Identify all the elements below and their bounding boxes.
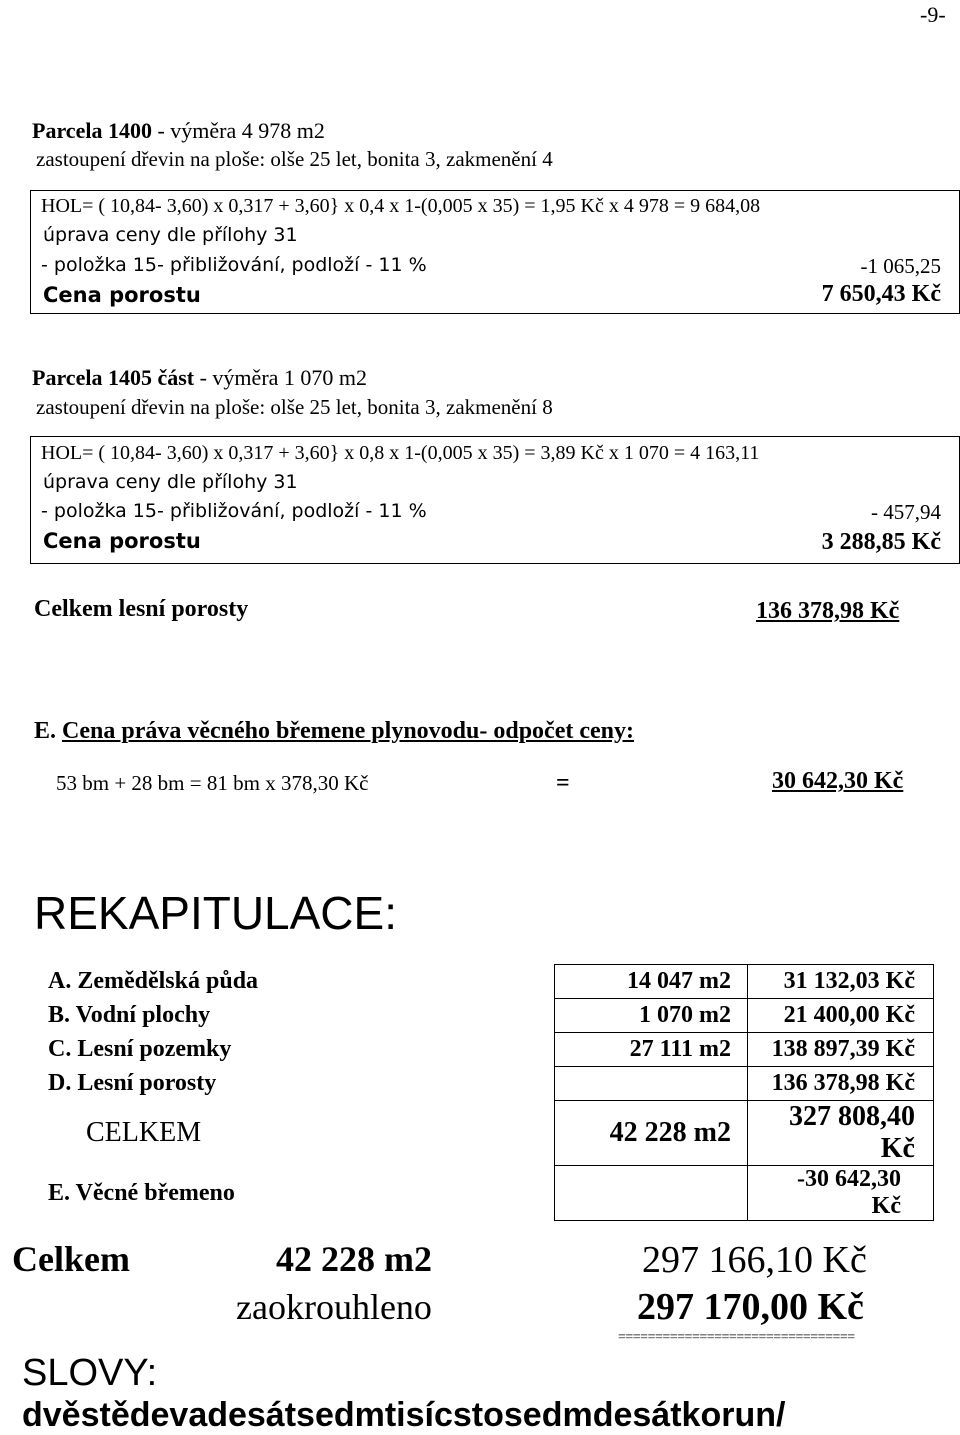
parcel-1400-price-value: 7 650,43 Kč — [821, 281, 941, 307]
parcel-1400-heading — [32, 118, 325, 144]
section-e-prefix: E. — [34, 718, 57, 744]
parcel-1405-area: - výměra 1 070 m2 — [194, 365, 368, 390]
summary-words-label: SLOVY: — [22, 1352, 158, 1394]
section-e-heading — [34, 718, 634, 745]
parcel-1405-price-value: 3 288,85 Kč — [821, 529, 941, 555]
section-e-calc: 53 bm + 28 bm = 81 bm x 378,30 Kč — [56, 771, 369, 795]
parcel-1400-price-label: Cena porostu — [43, 283, 201, 307]
recap-row-label: B. Vodní plochy — [30, 999, 555, 1033]
recap-row-price: 138 897,39 Kč — [748, 1033, 934, 1067]
recap-row-area: 27 111 m2 — [555, 1033, 748, 1067]
recap-row-label: C. Lesní pozemky — [30, 1033, 555, 1067]
page-number: -9- — [920, 2, 946, 27]
parcel-1405-box — [30, 436, 960, 564]
parcel-1400-item-label: - položka 15- přibližování, podloží - 11 % — [41, 254, 427, 276]
table-row — [30, 1166, 934, 1221]
summary-double-rule: ================================ — [618, 1330, 855, 1345]
recap-row-label: CELKEM — [30, 1101, 555, 1166]
parcel-1400-species: zastoupení dřevin na ploše: olše 25 let, bonita 3, zakmenění 4 — [36, 147, 553, 171]
recap-row-label: E. Věcné břemeno — [30, 1166, 555, 1221]
recap-row-area — [555, 1166, 748, 1221]
table-row — [30, 965, 934, 999]
parcel-1405-adjust-label: úprava ceny dle přílohy 31 — [43, 471, 298, 493]
summary-rounded-price: 297 170,00 Kč — [637, 1286, 864, 1328]
summary-total-area: 42 228 m2 — [276, 1239, 432, 1279]
recap-table — [30, 964, 934, 1221]
parcel-1400-box — [30, 190, 960, 314]
parcel-1400-number: Parcela 1400 — [32, 118, 152, 143]
parcel-1405-formula: HOL= ( 10,84- 3,60) x 0,317 + 3,60} x 0,8 x 1-(0,005 x 35) = 3,89 Kč x 1 070 = 4 163,11 — [41, 442, 760, 464]
recap-title: REKAPITULACE: — [34, 887, 397, 939]
recap-row-label: A. Zemědělská půda — [30, 965, 555, 999]
summary-rounded-label: zaokrouhleno — [236, 1287, 432, 1327]
section-e-title: Cena práva věcného břemene plynovodu- odpočet ceny: — [62, 718, 634, 744]
section-e-equals: = — [556, 770, 570, 796]
parcel-1405-price-label: Cena porostu — [43, 529, 201, 553]
recap-row-area: 42 228 m2 — [555, 1101, 748, 1166]
recap-row-area: 14 047 m2 — [555, 965, 748, 999]
table-row — [30, 999, 934, 1033]
forest-total-value: 136 378,98 Kč — [756, 598, 900, 624]
parcel-1400-formula: HOL= ( 10,84- 3,60) x 0,317 + 3,60} x 0,4 x 1-(0,005 x 35) = 1,95 Kč x 4 978 = 9 684,08 — [41, 195, 761, 217]
summary-total-price: 297 166,10 Kč — [642, 1239, 867, 1281]
section-e-value: 30 642,30 Kč — [772, 768, 904, 794]
recap-row-price: 31 132,03 Kč — [748, 965, 934, 999]
parcel-1405-species: zastoupení dřevin na ploše: olše 25 let, bonita 3, zakmenění 8 — [36, 395, 553, 419]
parcel-1400-adjust-label: úprava ceny dle přílohy 31 — [43, 224, 298, 246]
recap-row-label: D. Lesní porosty — [30, 1067, 555, 1101]
recap-row-price: 136 378,98 Kč — [748, 1067, 934, 1101]
table-row — [30, 1067, 934, 1101]
recap-row-price: -30 642,30 Kč — [748, 1166, 934, 1221]
parcel-1405-heading — [32, 365, 367, 391]
parcel-1405-item-value: - 457,94 — [871, 500, 941, 524]
table-row — [30, 1033, 934, 1067]
table-row — [30, 1101, 934, 1166]
parcel-1400-area: - výměra 4 978 m2 — [151, 118, 325, 143]
summary-total-label: Celkem — [12, 1239, 130, 1279]
forest-total-label: Celkem lesní porosty — [34, 596, 249, 622]
parcel-1405-number: Parcela 1405 část — [32, 365, 195, 390]
parcel-1400-item-value: -1 065,25 — [860, 254, 941, 278]
summary-words: dvěstědevadesátsedmtisícstosedmdesátkorun/ — [22, 1396, 786, 1434]
recap-row-price: 21 400,00 Kč — [748, 999, 934, 1033]
recap-row-area — [555, 1067, 748, 1101]
parcel-1405-item-label: - položka 15- přibližování, podloží - 11 % — [41, 500, 427, 522]
recap-row-price: 327 808,40 Kč — [748, 1101, 934, 1166]
recap-row-area: 1 070 m2 — [555, 999, 748, 1033]
